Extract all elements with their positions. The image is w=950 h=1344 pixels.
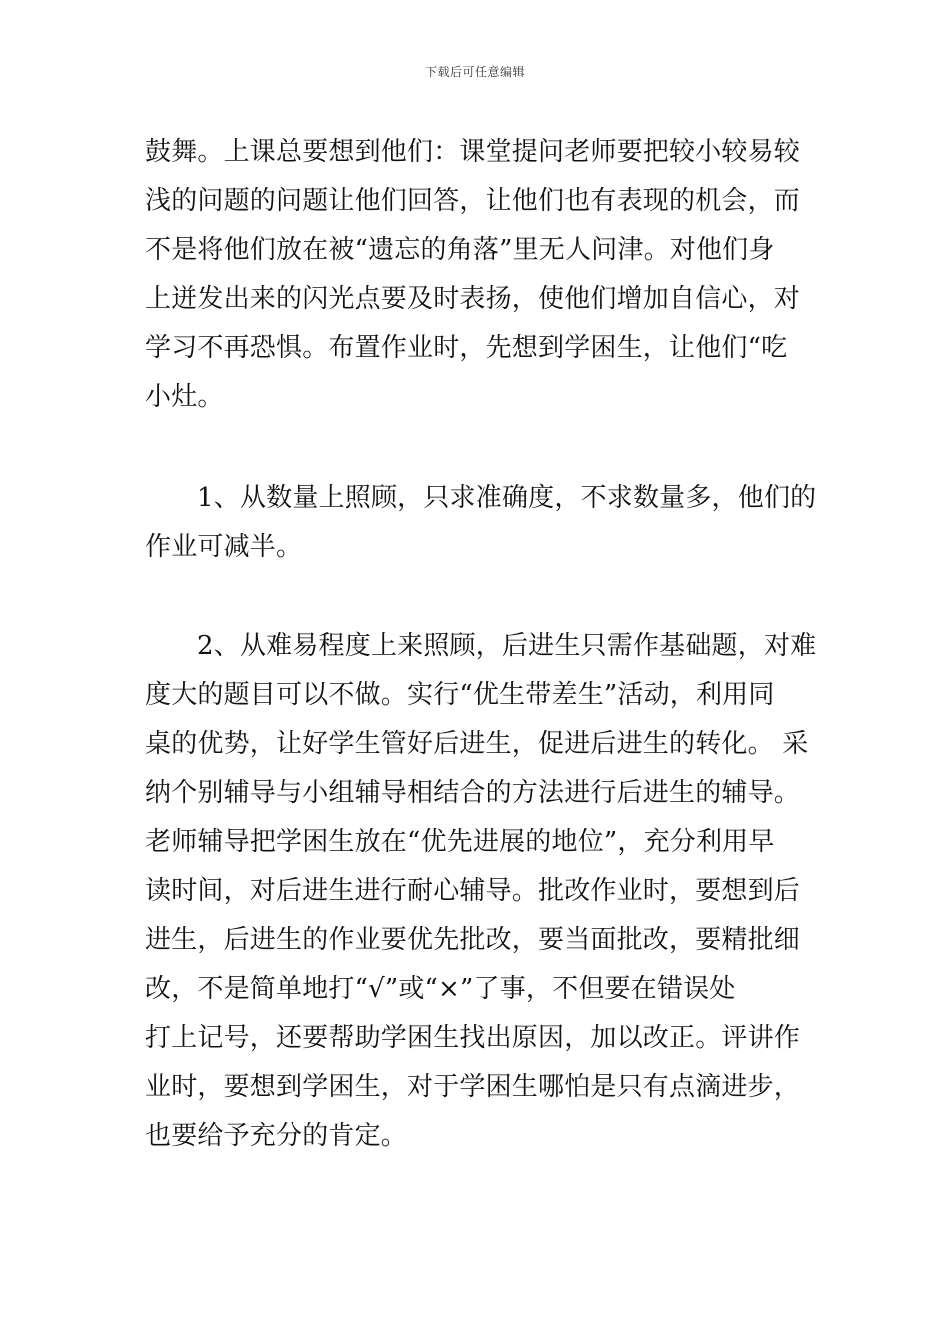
paragraph-line: 鼓舞。上课总要想到他们：课堂提问老师要把较小较易较: [145, 137, 801, 167]
paragraph-line: 业时，要想到学困生，对于学困生哪怕是只有点滴进步，: [145, 1072, 801, 1102]
paragraph-line: 浅的问题的问题让他们回答，让他们也有表现的机会，而: [145, 186, 801, 216]
paragraph-3: [145, 622, 817, 1161]
paragraph-line: 2、从难易程度上来照顾，后进生只需作基础题，对难: [197, 631, 817, 661]
paragraph-line: 改，不是简单地打“√”或“×”了事，不但要在错误处: [145, 974, 736, 1004]
paragraph-line: 度大的题目可以不做。实行“优生带差生”活动，利用同: [145, 680, 775, 710]
paragraph-1: [145, 128, 807, 422]
paragraph-line: 上迸发出来的闪光点要及时表扬，使他们增加自信心，对: [145, 284, 801, 314]
paragraph-line: 打上记号，还要帮助学困生找出原因，加以改正。评讲作: [145, 1023, 801, 1053]
paragraph-line: 读时间，对后进生进行耐心辅导。批改作业时，要想到后: [145, 876, 801, 906]
paragraph-line: 老师辅导把学困生放在“优先进展的地位”，充分利用早: [145, 827, 775, 857]
paragraph-line: 小灶。: [145, 382, 224, 412]
paragraph-line: 作业可减半。: [145, 532, 303, 562]
paragraph-line: 1、从数量上照顾，只求准确度，不求数量多，他们的: [197, 483, 817, 513]
paragraph-line: 学习不再恐惧。布置作业时，先想到学困生，让他们“吃: [145, 333, 788, 363]
paragraph-line: 纳个别辅导与小组辅导相结合的方法进行后进生的辅导。: [145, 778, 801, 808]
paragraph-line: 不是将他们放在被“遗忘的角落”里无人问津。对他们身: [145, 235, 775, 265]
paragraph-2: [145, 474, 817, 572]
paragraph-line: 也要给予充分的肯定。: [145, 1121, 408, 1151]
paragraph-line: 进生，后进生的作业要优先批改，要当面批改，要精批细: [145, 925, 801, 955]
page-header: 下载后可任意编辑: [424, 65, 525, 79]
paragraph-line: 桌的优势，让好学生管好后进生，促进后进生的转化。 采: [145, 729, 809, 759]
